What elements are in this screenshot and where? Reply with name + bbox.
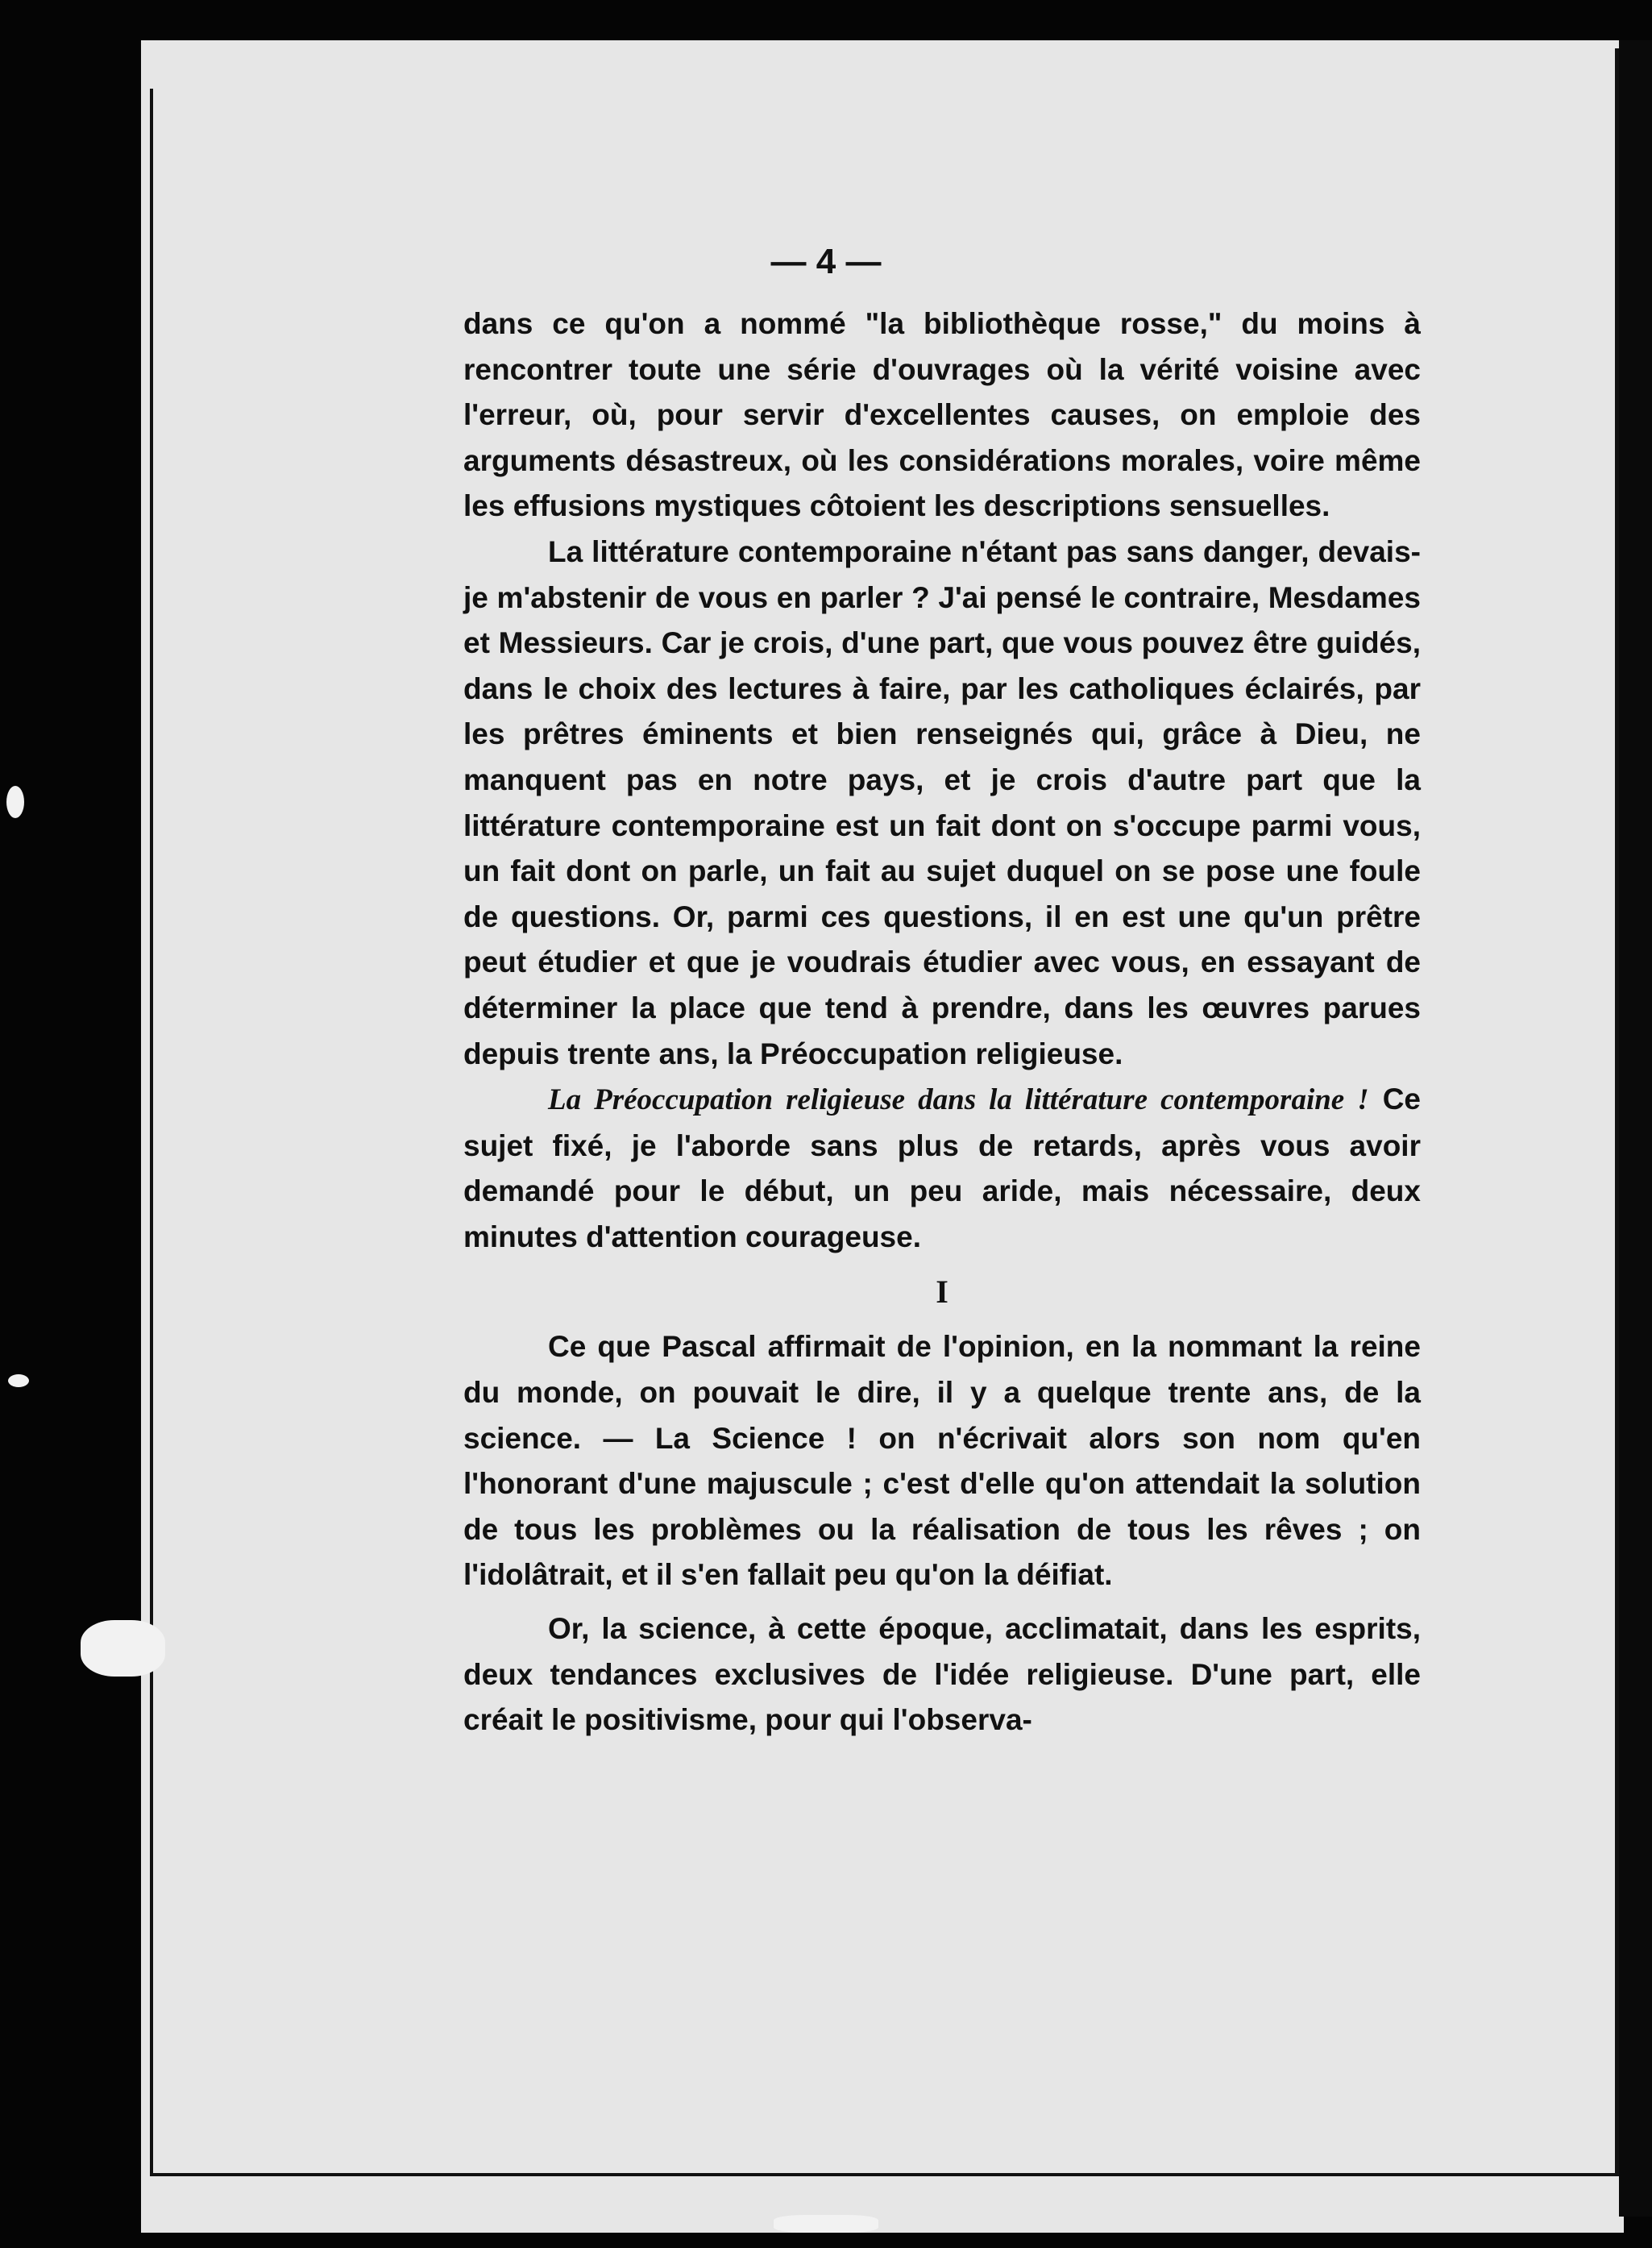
- lecture-title: La Préoccupation religieuse dans la littérature contemporaine !: [548, 1083, 1369, 1117]
- page-border-bottom: [150, 2173, 1617, 2176]
- paragraph-literature-danger: La littérature contemporaine n'étant pas sans danger, devais-je m'abstenir de vous en parler ? J'ai pensé le contraire, Mesdames et Messieurs. Car je crois, d'une part, que vous pouvez être guidés, dans le choix des lectures à faire, par les catholiques éclairés, par les prêtres éminents et bien renseignés qui, grâce à Dieu, ne manquent pas en notre pays, et je crois d'autre part que la littérature contemporaine est un fait dont on s'occupe parmi vous, un fait dont on parle, un fait au sujet duquel on se pose une foule de questions. Or, parmi ces questions, il en est une qu'un prêtre peut étudier et que je voudrais étudier avec vous, en essayant de déterminer la place que tend à prendre, dans les œuvres parues depuis trente ans, la Préoccupation religieuse.: [463, 534, 1421, 1070]
- scan-speck: [81, 1620, 165, 1677]
- paragraph-pascal: Ce que Pascal affirmait de l'opinion, en la nommant la reine du monde, on pouvait le dire, il y a quelque trente ans, de la science. — La Science ! on n'écrivait alors son nom qu'en l'honorant d'une majuscule ; c'est d'elle qu'on attendait la solution de tous les problèmes ou la réalisation de tous les rêves ; on l'idolâtrait, et il s'en fallait peu qu'on la déifiat.: [463, 1330, 1421, 1592]
- paragraph-continuation: dans ce qu'on a nommé "la bibliothèque rosse," du moins à rencontrer toute une série d'ouvrages où la vérité voisine avec l'erreur, où, pour servir d'excellentes causes, on emploie des arguments désastreux, où les considérations morales, voire même les effusions mystiques côtoient les descriptions sensuelles.: [463, 307, 1421, 523]
- paragraph-subject: [463, 1077, 1421, 1260]
- scan-speck: [8, 1374, 29, 1387]
- section-heading: I: [936, 1274, 948, 1311]
- page-number: — 4 —: [770, 242, 882, 281]
- scan-speck: [774, 2215, 878, 2233]
- paragraph-gap: [463, 1598, 1421, 1606]
- paragraph-subject-rest: Ce sujet fixé, je l'aborde sans plus de retards, après vous avoir demandé pour le début, un peu aride, mais nécessaire, deux minutes d'attention courageuse.: [463, 1082, 1422, 1253]
- page-border-left: [150, 89, 153, 2176]
- body-text: [463, 301, 1421, 1743]
- paragraph-science: Or, la science, à cette époque, acclimatait, dans les esprits, deux tendances exclusives de l'idée religieuse. D'une part, elle créait le positivisme, pour qui l'observa-: [463, 1612, 1421, 1737]
- scan-speck: [6, 786, 24, 818]
- scan-edge-strip: [1619, 40, 1652, 2217]
